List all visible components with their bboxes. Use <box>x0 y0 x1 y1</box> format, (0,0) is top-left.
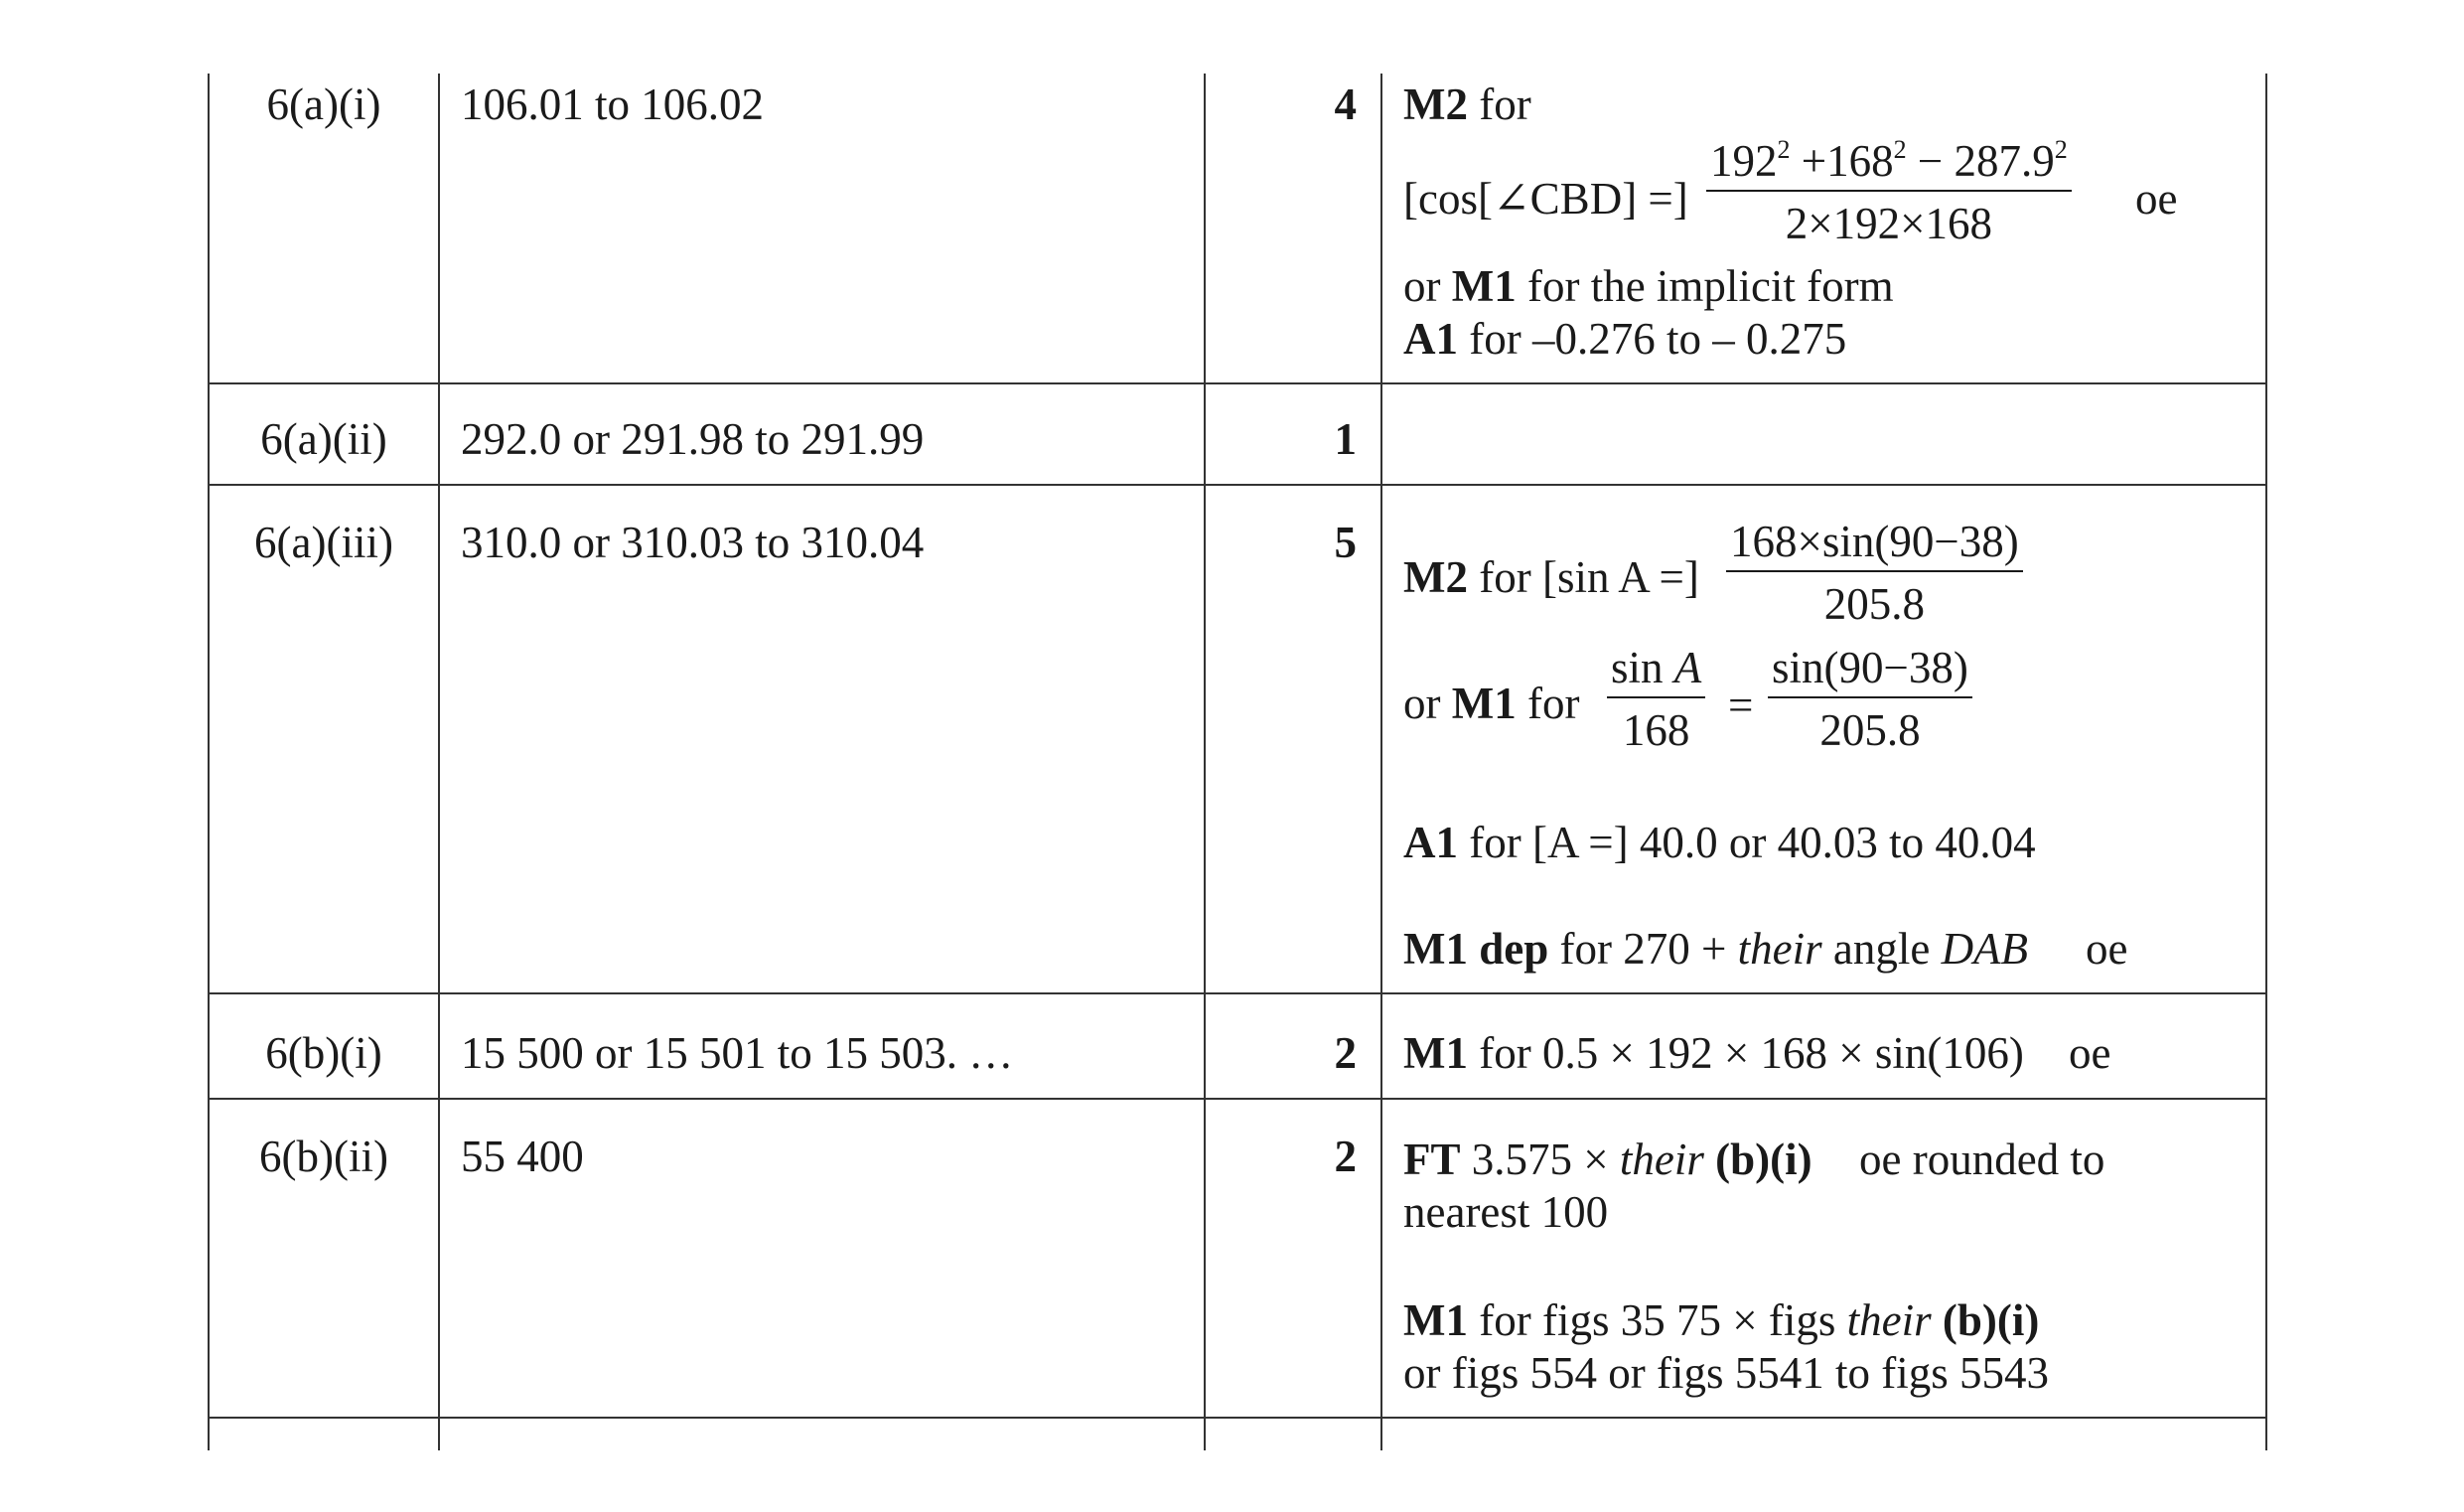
oe-label: oe <box>2135 174 2178 224</box>
marks: 2 <box>1334 1132 1357 1181</box>
question-ref: 6(a)(ii) <box>260 414 387 464</box>
row-divider-3 <box>209 992 2266 994</box>
guidance-line <box>1403 681 1579 726</box>
guidance-line <box>1403 314 1847 364</box>
row-divider-4 <box>209 1098 2266 1100</box>
angle-name: DAB <box>1941 924 2029 974</box>
cos-prefix: [cos[∠CBD] =] <box>1403 174 1688 224</box>
guidance-line <box>1403 1295 2040 1345</box>
answer: 15 500 or 15 501 to 15 503. … <box>461 1028 1014 1078</box>
guidance-text: for 0.5 × 192 × 168 × sin(106) <box>1467 1028 2024 1078</box>
their-italic: their <box>1846 1295 1932 1345</box>
mark-code: A1 <box>1403 314 1458 364</box>
part-reference: (b)(i) <box>1931 1295 2040 1345</box>
mark-code: M1 dep <box>1403 924 1549 974</box>
guidance-text: or <box>1403 679 1452 728</box>
fraction-numerator: $192^2 +168^2 - 287.9^2$ <box>1706 139 2072 192</box>
guidance-line <box>1403 552 1699 602</box>
column-divider-1 <box>438 74 440 1450</box>
question-ref: 6(b)(i) <box>265 1028 382 1078</box>
column-divider-3 <box>1380 74 1382 1450</box>
question-ref: 6(b)(ii) <box>259 1132 388 1181</box>
guidance-text: for <box>1516 679 1580 728</box>
answer: 292.0 or 291.98 to 291.99 <box>461 414 925 464</box>
sine-ratio-fraction-a <box>1607 643 1705 755</box>
fraction-denominator: 205.8 <box>1823 579 1925 629</box>
fraction-numerator: sin A <box>1607 646 1705 698</box>
mark-code: M1 <box>1451 679 1517 728</box>
fraction-denominator: 168 <box>1622 705 1690 755</box>
guidance-text: angle <box>1821 924 1942 974</box>
table-border-left <box>208 74 210 1450</box>
answer: 55 400 <box>461 1132 584 1181</box>
mark-code: M1 <box>1403 1028 1468 1078</box>
cosine-rule-fraction <box>1706 135 2072 248</box>
part-reference: (b)(i) <box>1703 1134 1812 1184</box>
guidance-line <box>1403 1028 2024 1078</box>
sine-ratio-fraction-b <box>1768 643 1972 755</box>
mark-code: FT <box>1403 1134 1461 1184</box>
marks: 5 <box>1334 518 1357 567</box>
mark-code: A1 <box>1403 818 1458 867</box>
mark-code: M2 <box>1403 79 1468 129</box>
guidance-line <box>1403 1134 1812 1184</box>
row-divider-2 <box>209 484 2266 486</box>
guidance-text: for [A =] 40.0 or 40.03 to 40.04 <box>1458 818 2036 867</box>
sine-rule-fraction <box>1726 517 2023 629</box>
guidance-line <box>1403 261 1894 311</box>
guidance-line <box>1403 174 1688 224</box>
guidance-text: for 270 + <box>1548 924 1738 974</box>
oe-label: oe <box>2086 924 2128 974</box>
guidance-line <box>1403 818 2036 867</box>
their-italic: their <box>1737 924 1822 974</box>
equals-sign: = <box>1728 680 1754 730</box>
row-divider-5 <box>209 1417 2266 1419</box>
question-ref: 6(a)(i) <box>266 79 381 129</box>
mark-code: M1 <box>1451 261 1517 311</box>
marks: 1 <box>1334 414 1357 464</box>
oe-label: oe <box>2069 1028 2111 1078</box>
guidance-line <box>1403 79 1531 129</box>
fraction-denominator: 2×192×168 <box>1785 199 1993 248</box>
guidance-text: for <box>1467 79 1531 129</box>
mark-code: M2 <box>1403 552 1468 602</box>
marks: 4 <box>1334 79 1357 129</box>
row-divider-1 <box>209 382 2266 384</box>
fraction-numerator: sin(90−38) <box>1768 646 1972 698</box>
mark-code: M1 <box>1403 1295 1468 1345</box>
answer: 106.01 to 106.02 <box>461 79 765 129</box>
guidance-text: oe rounded to <box>1859 1134 2105 1184</box>
fraction-denominator: 205.8 <box>1819 705 1921 755</box>
guidance-text: 3.575 × <box>1460 1134 1620 1184</box>
guidance-text: for [sin A =] <box>1467 552 1699 602</box>
column-divider-2 <box>1204 74 1206 1450</box>
guidance-line: or figs 554 or figs 5541 to figs 5543 <box>1403 1348 2049 1398</box>
answer: 310.0 or 310.03 to 310.04 <box>461 518 925 567</box>
marks: 2 <box>1334 1028 1357 1078</box>
guidance-text: for –0.276 to – 0.275 <box>1458 314 1847 364</box>
guidance-text: for figs 35 75 × figs <box>1467 1295 1847 1345</box>
guidance-line: nearest 100 <box>1403 1187 1609 1237</box>
guidance-text: or <box>1403 261 1452 311</box>
guidance-text: for the implicit form <box>1516 261 1894 311</box>
question-ref: 6(a)(iii) <box>254 518 393 567</box>
their-italic: their <box>1619 1134 1704 1184</box>
guidance-line <box>1403 924 2029 974</box>
table-border-right <box>2265 74 2267 1450</box>
fraction-numerator: 168×sin(90−38) <box>1726 520 2023 572</box>
